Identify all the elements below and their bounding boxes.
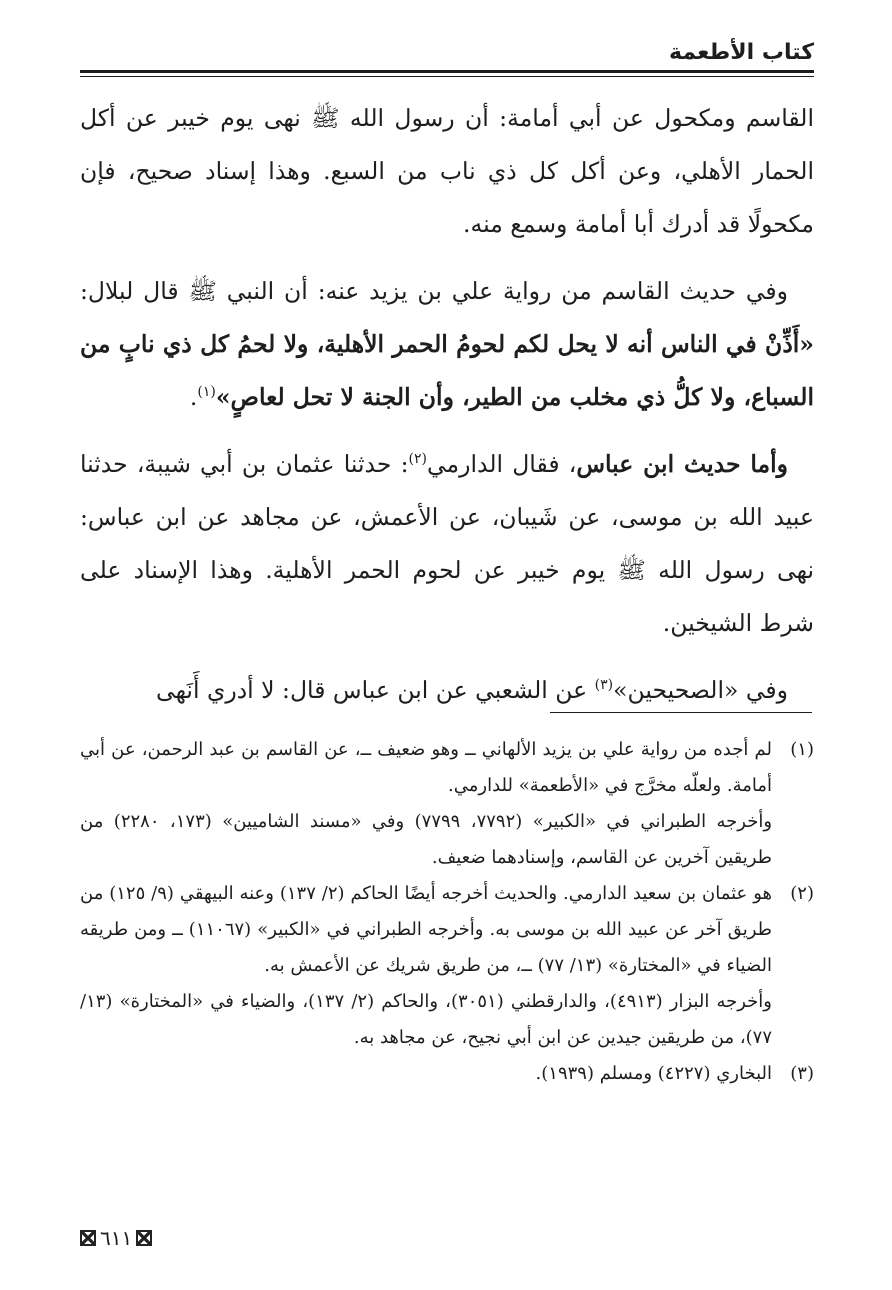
paragraph-3 xyxy=(80,438,814,650)
paragraph-4-rest: عن الشعبي عن ابن عباس قال: لا أدري أَنَهى xyxy=(156,676,595,704)
footnote-3 xyxy=(80,1056,814,1092)
paragraph-4-start: وفي «الصحيحين» xyxy=(613,676,788,704)
ornament-icon xyxy=(80,1230,96,1246)
footnote-2-line-1: هو عثمان بن سعيد الدارمي. والحديث أخرجه أيضًا الحاكم (٢/ ١٣٧) وعنه البيهقي (٩/ ١٢٥) من طريق آخر عن عبيد الله بن موسى به. وأخرجه الطبراني في «الكبير» (١١٠٦٧) ــ ومن طريقه الضياء في «المختارة» (١٣/ ٧٧) ــ، من طريق شريك عن الأعمش به. xyxy=(80,883,772,976)
main-text xyxy=(80,92,814,731)
header-rule-thin xyxy=(80,76,814,77)
footnote-ref-1[interactable]: (١) xyxy=(197,384,216,401)
footnote-2 xyxy=(80,876,814,984)
ornament-icon xyxy=(136,1230,152,1246)
paragraph-4 xyxy=(80,664,814,717)
footnote-1-line-1: لم أجده من رواية علي بن يزيد الألهاني ــ وهو ضعيف ــ، عن القاسم بن عبد الرحمن، عن أبي أمامة. ولعلّه مخرَّج في «الأطعمة» للدارمي. xyxy=(80,739,772,796)
footnote-1-line-2: وأخرجه الطبراني في «الكبير» (٧٧٩٢، ٧٧٩٩) وفي «مسند الشاميين» (١٧٣، ٢٢٨٠) من طريقين آخرين عن القاسم، وإسنادهما ضعيف. xyxy=(80,811,773,868)
paragraph-3-mid: ، فقال الدارمي xyxy=(426,450,577,478)
footnotes xyxy=(80,732,814,1092)
paragraph-2-end: . xyxy=(189,383,198,411)
paragraph-1: القاسم ومكحول عن أبي أمامة: أن رسول الله ﷺ نهى يوم خيبر عن أكل الحمار الأهلي، وعن أكل كل ذي ناب من السبع. وهذا إسناد صحيح، فإن مكحولًا قد أدرك أبا أمامة وسمع منه. xyxy=(80,104,814,238)
page-number xyxy=(80,1226,152,1250)
header-rule-thick xyxy=(80,70,814,73)
footnote-ref-2[interactable]: (٢) xyxy=(408,451,427,468)
footnote-1-number: (١) xyxy=(790,739,814,760)
footnote-2-line-2: وأخرجه البزار (٤٩١٣)، والدارقطني (٣٠٥١)، والحاكم (٢/ ١٣٧)، والضياء في «المختارة» (١٣/ ٧٧)، من طريقين جيدين عن ابن أبي نجيح، عن مجاهد به. xyxy=(80,991,772,1048)
page-number-value: ٦١١ xyxy=(100,1226,133,1250)
footnote-3-line-1: البخاري (٤٢٢٧) ومسلم (١٩٣٩). xyxy=(535,1063,772,1084)
paragraph-2-intro: وفي حديث القاسم من رواية علي بن يزيد عنه: أن النبي ﷺ قال لبلال: xyxy=(80,277,788,305)
footnote-2-number: (٢) xyxy=(790,883,814,904)
paragraph-3-heading: وأما حديث ابن عباس xyxy=(576,450,788,478)
footnote-3-number: (٣) xyxy=(790,1063,814,1084)
paragraph-2 xyxy=(80,265,814,424)
footnote-1 xyxy=(80,732,814,804)
footnote-ref-3[interactable]: (٣) xyxy=(594,677,614,694)
footnote-separator xyxy=(550,712,812,713)
paragraph-3-rest: : حدثنا عثمان بن أبي شيبة، حدثنا عبيد الله بن موسى، عن شَيبان، عن الأعمش، عن مجاهد عن ابن عباس: نهى رسول الله ﷺ يوم خيبر عن لحوم الحمر الأهلية. وهذا الإسناد على شرط الشيخين. xyxy=(80,450,814,637)
running-head-title: كتاب الأطعمة xyxy=(669,40,814,65)
hadith-quote: «أَذِّنْ في الناس أنه لا يحل لكم لحومُ الحمر الأهلية، ولا لحمُ كل ذي نابٍ من السباع، ولا كلُّ ذي مخلب من الطير، وأن الجنة لا تحل لعاصٍ» xyxy=(80,330,814,411)
